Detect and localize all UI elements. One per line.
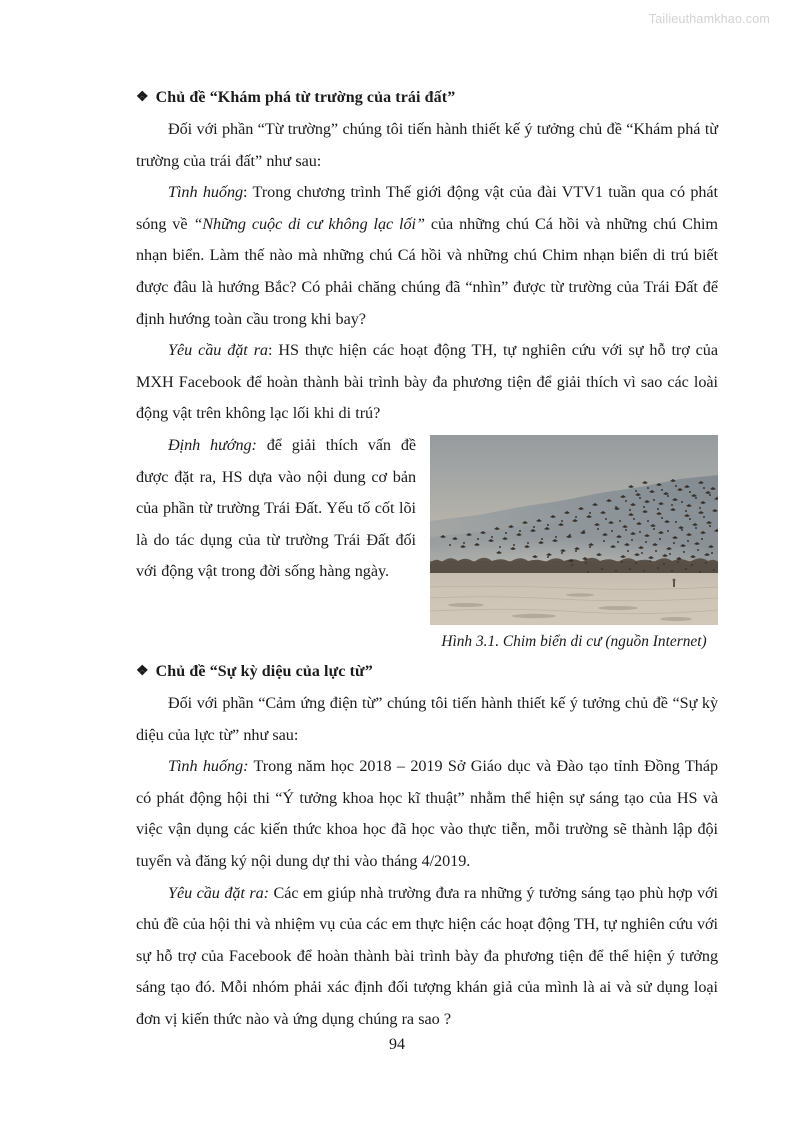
situation-text-1b: của những chú Cá hồi và những chú Chim nhạn biển. Làm thế nào mà những chú Cá hồi và những chú Chim nhạn biển di trú biết được đâu là hướng Bắc? Có phải chăng chúng đã “nhìn” được từ trường của Trái Đất để định hướng toàn cầu trong khi bay? xyxy=(136,214,718,328)
section-1-intro-paragraph xyxy=(136,114,718,177)
requirement-text-1: HS thực hiện các hoạt động TH, tự nghiên cứu với sự hỗ trợ của MXH Facebook để hoàn thành bài trình bày đa phương tiện để giải thích vì sao các loài động vật trên không lạc lối khi di trú? xyxy=(136,341,718,423)
requirement-sep-1: : xyxy=(267,341,279,360)
section-heading-1 xyxy=(136,86,718,110)
section-2-requirement-paragraph xyxy=(136,878,718,1036)
section-heading-1-text: Chủ đề “Khám phá từ trường của trái đất” xyxy=(155,89,456,106)
situation-label-2: Tình huống: xyxy=(168,757,249,776)
requirement-label-1: Yêu cầu đặt ra xyxy=(168,341,268,360)
orientation-text-1: để giải thích vấn đề được đặt ra, HS dựa vào nội dung cơ bản của phần từ trường Trái Đất. Yếu tố cốt lõi là do tác dụng của từ trường Trái Đất đối với động vật trong đời sống hàng ngày. xyxy=(136,435,416,581)
situation-text-1a: Trong chương trình Thế giới động vật của đài VTV1 tuần qua có phát sóng về xyxy=(136,183,718,233)
section-1-situation-paragraph xyxy=(136,177,718,335)
figure-3-1-photo xyxy=(430,435,718,625)
section-1-intro-text: Đối với phần “Từ trường” chúng tôi tiến hành thiết kế ý tưởng chủ đề “Khám phá từ trường của trái đất” như sau: xyxy=(136,120,718,170)
situation-label-1: Tình huống xyxy=(168,183,244,202)
page-number: 94 xyxy=(389,1036,405,1053)
section-heading-2 xyxy=(136,660,718,684)
situation-text-2: Trong năm học 2018 – 2019 Sở Giáo dục và Đào tạo tỉnh Đồng Tháp có phát động hội thi “Ý tưởng khoa học kĩ thuật” nhằm thể hiện sự sáng tạo của HS và việc vận dụng các kiến thức khoa học đã học vào thực tiễn, mỗi trường sẽ thành lập đội tuyển và đăng ký nội dung dự thi vào tháng 4/2019. xyxy=(136,757,718,870)
requirement-text-2: Các em giúp nhà trường đưa ra những ý tưởng sáng tạo phù hợp với chủ đề của hội thi và nhiệm vụ của các em thực hiện các hoạt động TH, tự nghiên cứu với sự hỗ trợ của Facebook để hoàn thành bài trình bày đa phương tiện để thể hiện ý tưởng sáng tạo đó. Mỗi nhóm phải xác định đối tượng khán giả của mình là ai và sử dụng loại đơn vị kiến thức nào và ứng dụng chúng ra sao ? xyxy=(136,883,718,1028)
section-2-situation-paragraph xyxy=(136,751,718,877)
distant-figure xyxy=(673,579,676,587)
figure-3-1 xyxy=(430,435,718,652)
watermark-text: Tailieuthamkhao.com xyxy=(648,12,770,26)
section-2-intro-text: Đối với phần “Cảm ứng điện từ” chúng tôi tiến hành thiết kế ý tưởng chủ đề “Sự kỳ diệu của lực từ” như sau: xyxy=(136,693,718,744)
page-content xyxy=(136,86,718,1035)
diamond-bullet-icon: ❖ xyxy=(136,90,149,105)
situation-quote-1: “Những cuộc di cư không lạc lối” xyxy=(193,214,425,233)
figure-3-1-caption: Hình 3.1. Chim biển di cư (nguồn Internet) xyxy=(441,632,707,650)
orientation-label-1: Định hướng: xyxy=(168,435,257,454)
situation-sep-1: : xyxy=(243,183,253,202)
diamond-bullet-icon-2: ❖ xyxy=(136,663,149,679)
section-1-requirement-paragraph xyxy=(136,335,718,430)
migrating-birds-illustration xyxy=(430,435,718,625)
section-2-intro-paragraph xyxy=(136,688,718,751)
requirement-label-2: Yêu cầu đặt ra: xyxy=(168,883,270,902)
section-spacer xyxy=(136,652,718,660)
section-heading-2-text: Chủ đề “Sự kỳ diệu của lực từ” xyxy=(155,662,373,680)
